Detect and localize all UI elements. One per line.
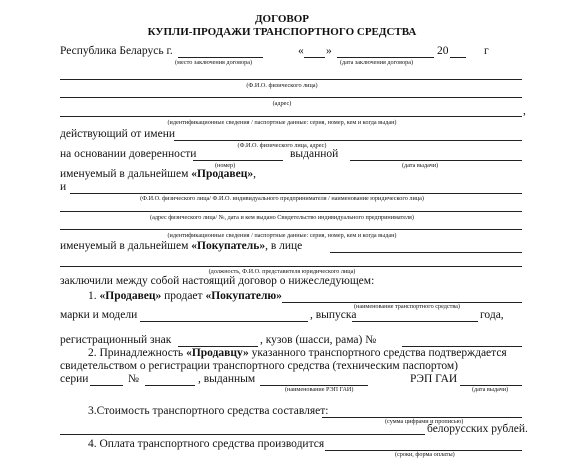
vehicle-name-caption: (наименование транспортного средства) <box>354 303 460 310</box>
sum-caption: (сумма цифрами и прописью) <box>385 418 464 425</box>
reg-plate-label: регистрационный знак <box>60 334 172 346</box>
document-title: ДОГОВОР <box>254 13 310 25</box>
buyer-designation: именуемый в дальнейшем «Покупатель», в лице <box>60 240 303 252</box>
quote-open: « <box>298 45 304 57</box>
and-label: и <box>60 181 67 193</box>
p4-text: 4. Оплата транспортного средства производится <box>88 438 325 450</box>
party2-id-line[interactable] <box>60 229 522 230</box>
p2-seller-term: «Продавцу» <box>186 347 249 359</box>
year-prefix: 20 <box>437 45 449 57</box>
year-blank[interactable] <box>450 57 466 58</box>
rep-line-1[interactable] <box>330 252 522 253</box>
seller-names-caption: (Ф.И.О. физического лица/ Ф.И.О. индивидуального предпринимателя / наименование юридического лица) <box>140 195 424 202</box>
concluded-text: заключили между собой настоящий договор о нижеследующем: <box>60 275 375 287</box>
cert-number-line[interactable] <box>145 385 195 386</box>
series-line[interactable] <box>90 385 123 386</box>
address-line[interactable] <box>60 97 522 98</box>
series-label: серии <box>60 373 89 385</box>
p1-buyer-term: «Покупателю» <box>205 290 282 302</box>
id-caption: (идентификационные сведения / паспортные данные: серия, номер, кем и когда выдан) <box>167 119 397 126</box>
number-sign: № <box>128 373 139 385</box>
issued-by-label: , выданным <box>198 373 256 385</box>
id-line-comma: , <box>523 105 526 117</box>
quote-close: » <box>326 45 332 57</box>
terms-caption: (сроки, форма оплаты) <box>395 451 455 458</box>
party2-name-line[interactable] <box>70 193 522 194</box>
belrub-label: белорусских рублей. <box>427 423 528 435</box>
make-model-line[interactable] <box>140 321 308 322</box>
date-caption: (дата заключения договора) <box>340 59 414 66</box>
poa-label: на основании доверенности <box>60 148 197 160</box>
p1-text: 1. «Продавец» продает «Покупателю» <box>88 290 282 302</box>
address-caption: (адрес) <box>272 100 292 107</box>
seller-designation: именуемый в дальнейшем «Продавец», <box>60 168 256 180</box>
body-number-label: , кузов (шасси, рама) № <box>260 334 377 346</box>
id-caption-2: (идентификационные сведения / паспортные данные: серия, номер, кем и когда выдан) <box>167 232 397 239</box>
fio-addr-caption: (Ф.И.О. физического лица, адрес) <box>237 142 327 149</box>
acting-on-behalf-label: действующий от имени <box>60 128 175 140</box>
fio-caption: (Ф.И.О. физического лица) <box>246 82 318 89</box>
rep-gai-label: РЭП ГАИ <box>410 373 458 385</box>
buyer-term: «Покупатель» <box>191 240 266 252</box>
p1-seller-term: «Продавец» <box>99 290 162 302</box>
acting-on-behalf-line[interactable] <box>174 140 522 141</box>
price-words-line[interactable] <box>60 434 425 435</box>
place-blank[interactable] <box>178 57 263 58</box>
p2-text: 2. Принадлежность «Продавцу» указанного транспортного средства подтверждается <box>88 347 507 359</box>
id-line[interactable] <box>60 116 522 117</box>
cert-date-caption: (дата выдачи) <box>472 386 509 393</box>
party2-address-line[interactable] <box>60 211 522 212</box>
fio-line[interactable] <box>60 79 522 80</box>
rep-caption: (должность, Ф.И.О. представителя юридического лица) <box>208 268 356 275</box>
number-caption: (номер) <box>215 162 236 169</box>
certificate-caption: (адрес физического лица/ №, дата и кем выдано Свидетельство индивидуального предпринимателя) <box>150 214 414 221</box>
release-year-line[interactable] <box>352 321 478 322</box>
make-model-label: марки и модели <box>60 309 138 321</box>
rep-line-2[interactable] <box>60 266 522 267</box>
day-blank[interactable] <box>304 57 325 58</box>
poa-date-line[interactable] <box>350 160 522 161</box>
document-subtitle: КУПЛИ-ПРОДАЖИ ТРАНСПОРТНОГО СРЕДСТВА <box>147 26 417 38</box>
year-suffix: г <box>484 45 489 57</box>
year-word: года, <box>480 309 504 321</box>
month-blank[interactable] <box>337 57 434 58</box>
rep-name-caption: (наименование РЭП ГАИ) <box>285 386 354 393</box>
p2-line2: свидетельством о регистрации транспортного средства (техническим паспортом) <box>60 360 458 372</box>
issued-label: выданной <box>290 148 339 160</box>
p3-text: 3.Стоимость транспортного средства составляет: <box>88 405 329 417</box>
poa-number-line[interactable] <box>193 160 283 161</box>
seller-term: «Продавец» <box>191 168 254 180</box>
issue-date-caption: (дата выдачи) <box>402 162 439 169</box>
place-caption: (место заключения договора) <box>175 59 253 66</box>
place-prefix: Республика Беларусь г. <box>60 45 173 57</box>
release-label: , выпуска <box>310 309 357 321</box>
